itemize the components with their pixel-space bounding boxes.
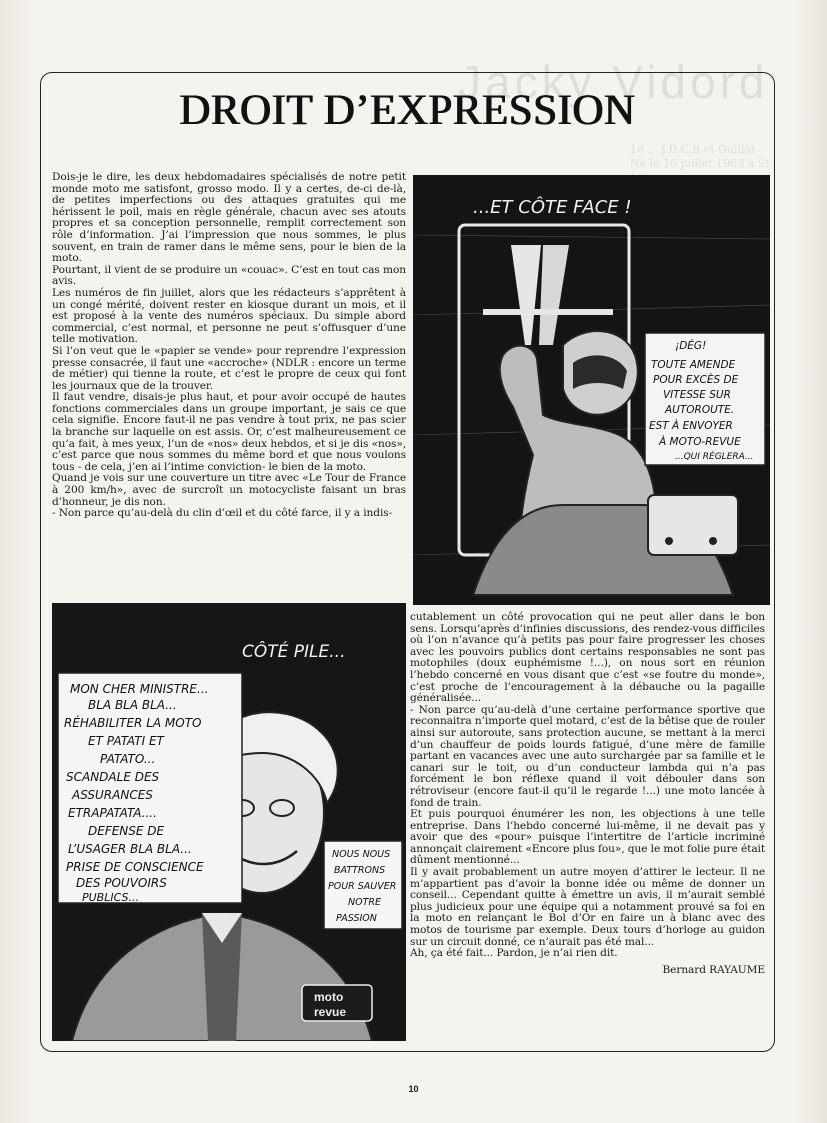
speech-line: PUBLICS... (82, 891, 139, 904)
ghost-line: 16 ... J.D.C.B et Guillat (630, 143, 756, 156)
speech-line: SCANDALE DES (66, 770, 160, 784)
ghost-title: Jacky Vidord (458, 56, 769, 108)
speech-line: RÉHABILITER LA MOTO (64, 716, 202, 730)
cartoon-cote-face (413, 175, 770, 605)
bubble-line: ...QUI RÈGLERA... (675, 452, 754, 462)
passion-bubble (324, 841, 402, 929)
bubble-line: EST À ENVOYER (649, 420, 733, 432)
bubble-line: À MOTO-REVUE (659, 436, 741, 448)
speech-line: ASSURANCES (72, 788, 153, 802)
speech-line: DES POUVOIRS (76, 876, 167, 890)
bubble-line: NOUS NOUS (332, 849, 391, 860)
bubble-line: POUR SAUVER (328, 881, 397, 892)
motorcyclist-illustration (413, 175, 770, 605)
cartoon-cote-pile (52, 603, 406, 1041)
speech-line: PATATO... (100, 752, 156, 766)
bubble-line: NOTRE (348, 897, 381, 908)
bubble-line: PASSION (336, 913, 377, 924)
paragraph: cutablement un côté provocation qui ne peut aller dans le bon sens. Lorsqu’après d’infinies discussions, des rendez-vous difficiles où l’on n’avance qu’à petits pas pour faire progresser les choses avec les pouvoirs publics dont certains responsables ne sont pas motophiles (doux euphémisme !...), on nous sort en réunion l’hebdo concerné en vous disant que c’est «se foutre du monde», c’est proche de l’encouragement à la débauche ou la pagaille généralisée... (410, 611, 765, 705)
speech-line: ET PATATI ET (88, 734, 164, 748)
speech-line: DEFENSE DE (88, 824, 165, 838)
cartoon2-caption: CÔTÉ PILE... (242, 642, 346, 662)
paragraph: Il y avait probablement un autre moyen d’attirer le lecteur. Il ne m’appartient pas d’avoir la bonne idée ou même de donner un conseil... Cependant quitte à émettre un avis, il m’aurait semblé plus judicieux pour une équipe qui a notamment prouvé sa foi en la moto en relançant le Bol d’Or en faire un à blanc avec des motos de tourisme par exemple. Deux tours d’horloge au guidon sur un circuit donné, ce n’aurait pas été mal... (410, 866, 765, 948)
badge-line: revue (314, 1005, 347, 1019)
speech-line: PRISE DE CONSCIENCE (66, 860, 204, 874)
speech-line: ETRAPATATA.... (68, 806, 157, 820)
bubble-line: AUTOROUTE. (665, 404, 735, 416)
paragraph: - Non parce qu’au-delà d’une certaine performance sportive que reconnaitra n’importe quel motard, c’est de la bêtise que de rouler ainsi sur autoroute, sans protection aucune, se mettant à la merci d’un chauffeur de poids lourds fatigué, d’une mère de famille partant en vacances avec une auto surchargée par sa famille et le canari sur le toit, ou d’un conducteur lambda qui n’a pas forcément le bon réflexe quand il voit débouler dans son rétroviseur (encore faut-il qu’il le regarde !...) une moto lancée à fond de train. (410, 703, 765, 809)
speech-line: BLA BLA BLA... (88, 698, 177, 712)
minister-speech-bubble (58, 673, 242, 904)
article-column-left (52, 172, 406, 520)
paragraph: Si l’on veut que le «papier se vende» pour reprendre l’expression presse consacrée, il faut une «accroche» (NDLR : encore un terme de métier) qui tienne la route, et c’est le propre de ceux qui font les journaux que de la trouver. (52, 344, 406, 392)
article-title: DROIT D’EXPRESSION (179, 87, 636, 134)
bubble-line: VITESSE SUR (663, 389, 731, 401)
minister-illustration (52, 603, 406, 1041)
moto-revue-badge (302, 985, 372, 1021)
speech-line: MON CHER MINISTRE... (70, 682, 209, 696)
paragraph: Quand je vois sur une couverture un titre avec «Le Tour de France à 200 km/h», avec de surcroît un motocycliste faisant un bras d’honneur, je dis non. (52, 472, 406, 508)
cartoon1-caption: ...ET CÔTE FACE ! (473, 197, 632, 218)
bubble-line: BATTRONS (334, 865, 386, 876)
ghost-line: Ne le 16 juillet 1963 à St. (630, 157, 774, 170)
paragraph: Pourtant, il vient de se produire un «couac». C’est en tout cas mon avis. (52, 263, 406, 288)
bubble-line: ¡DÉG! (675, 340, 707, 352)
paragraph: - Non parce qu’au-delà du clin d’œil et du côté farce, il y a indis- (52, 507, 393, 520)
fine-notice-bubble (645, 333, 765, 465)
bubble-line: POUR EXCÈS DE (653, 374, 739, 386)
speech-line: L’USAGER BLA BLA... (68, 842, 192, 856)
bubble-line: TOUTE AMENDE (651, 359, 736, 371)
paragraph: Il faut vendre, disais-je plus haut, et pour avoir occupé de hautes fonctions commerciales dans un groupe important, je sais ce que cela signifie. Encore faut-il ne pas vendre à tout prix, ne pas scier la branche sur laquelle on est assis. Or, c’est malheureusement ce qu’a fait, à mes yeux, l’un de «nos» deux hebdos, et si je dis «nos», c’est parce que nous sommes du même bord et que nous voulons tous - de cela, j’en ai l’intime conviction- le bien de la moto. (52, 391, 406, 473)
badge-line: moto (314, 990, 344, 1004)
author-signature: Bernard RAYAUME (662, 963, 765, 976)
paragraph: Et puis pourquoi énumérer les non, les objections à une telle entreprise. Dans l’hebdo concerné lui-même, il ne devait pas y avoir que des «pour» puisque l’intertitre de l’article incriminé annonçait clairement «Encore plus fou», que le mot folie pure était dûment mentionné... (410, 808, 765, 867)
paragraph: Les numéros de fin juillet, alors que les rédacteurs s’apprêtent à un congé mérité, doivent rester en kiosque durant un mois, et il est proposé à la vente des numéros spéciaux. Du simple abord commercial, c’est normal, et personne ne peut s’offusquer d’une telle motivation. (52, 286, 406, 346)
paragraph: Ah, ça été fait... Pardon, je n’ai rien dit. (410, 947, 618, 960)
page-number: 10 (408, 1084, 419, 1094)
article-column-right (410, 612, 765, 976)
paragraph: Dois-je le dire, les deux hebdomadaires spécialisés de notre petit monde moto me satisfont, grosso modo. Il y a certes, de-ci de-là, de petites imperfections ou des attaques gratuites qui me hérissent le poil, mais en règle générale, chacun avec ses atouts propres et sa conception personnelle, remplit correctement son rôle d’information. J’ai l’impression que nous sommes, le plus souvent, en train de ramer dans le même sens, pour le bien de la moto. (52, 171, 406, 265)
